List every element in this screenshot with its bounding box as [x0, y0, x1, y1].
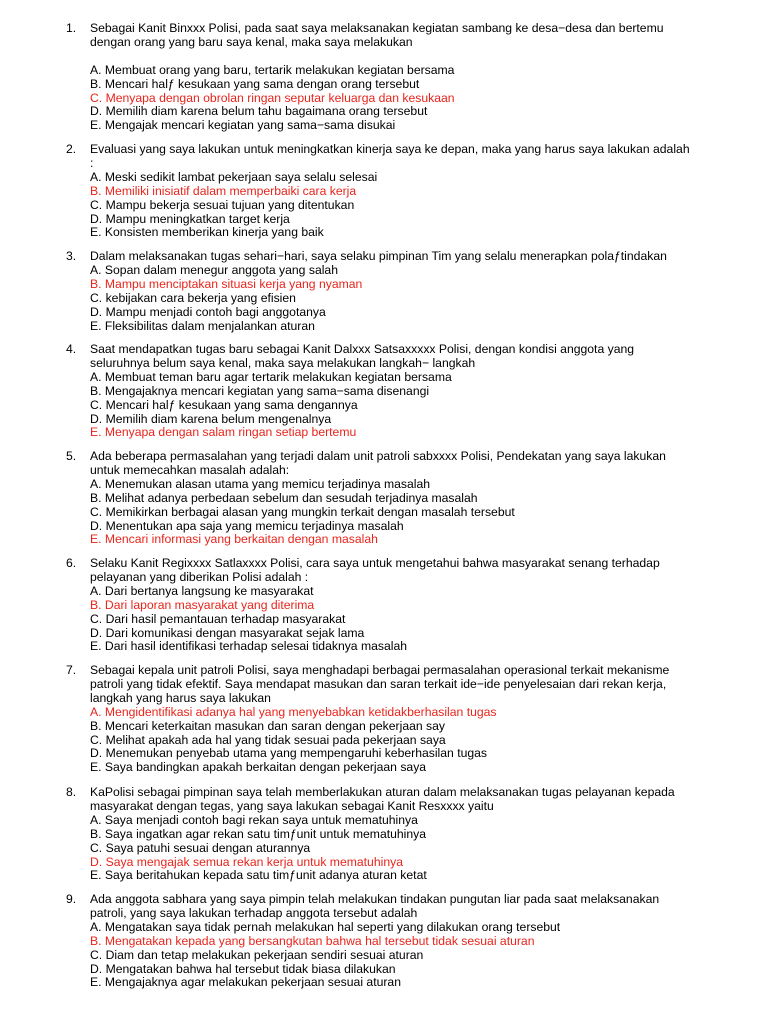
option-a-answer: A. Mengidentifikasi adanya hal yang menyebabkan ketidakberhasilan tugas	[90, 704, 497, 719]
option-a: A. Meski sedikit lambat pekerjaan saya selalu selesai	[90, 169, 378, 184]
option-a: A. Membuat teman baru agar tertarik melakukan kegiatan bersama	[90, 369, 452, 384]
option-b-answer: B. Memiliki inisiatif dalam memperbaiki cara kerja	[90, 183, 357, 198]
option-e: E. Saya bandingkan apakah berkaitan dengan pekerjaan saya	[90, 760, 427, 775]
option-d: D. Mampu meningkatkan target kerja	[90, 211, 290, 226]
option-d: D. Memilih diam karena belum tahu bagaimana orang tersebut	[90, 104, 428, 119]
question-number: 8.	[66, 785, 77, 799]
option-b: B. Saya ingatkan agar rekan satu timƒunit untuk mematuhinya	[90, 826, 427, 841]
question-number: 9.	[66, 892, 77, 906]
option-e: E. Mengajaknya agar melakukan pekerjaan sesuai aturan	[90, 975, 401, 990]
option-e: E. Konsisten memberikan kinerja yang baik	[90, 225, 324, 240]
option-d: D. Menemukan penyebab utama yang mempengaruhi keberhasilan tugas	[90, 746, 488, 761]
option-e: E. Mengajak mencari kegiatan yang sama−sama disukai	[90, 118, 396, 133]
option-e: E. Saya beritahukan kepada satu timƒunit adanya aturan ketat	[90, 868, 427, 883]
option-list	[90, 478, 690, 548]
option-b: B. Mengajaknya mencari kegiatan yang sama−sama disenangi	[90, 383, 430, 398]
option-c: C. Memikirkan berbagai alasan yang mungkin terkait dengan masalah tersebut	[90, 504, 515, 519]
option-c: C. kebijakan cara bekerja yang efisien	[90, 290, 296, 305]
option-c: C. Dari hasil pemantauan terhadap masyarakat	[90, 611, 346, 626]
question-text: Ada anggota sabhara yang saya pimpin telah melakukan tindakan pungutan liar pada saat melaksanakan patroli, yang saya lakukan terhadap anggota tersebut adalah	[90, 892, 660, 920]
question-text: Selaku Kanit Regixxxx Satlaxxxx Polisi, cara saya untuk mengetahui bahwa masyarakat senang terhadap pelayanan yang diberikan Polisi adalah :	[90, 556, 660, 584]
option-d: D. Menentukan apa saja yang memicu terjadinya masalah	[90, 518, 404, 533]
option-c: C. Diam dan tetap melakukan pekerjaan sendiri sesuai aturan	[90, 947, 424, 962]
option-a: A. Membuat orang yang baru, tertarik melakukan kegiatan bersama	[90, 62, 455, 77]
option-a: A. Saya menjadi contoh bagi rekan saya untuk mematuhinya	[90, 812, 418, 827]
question-text: KaPolisi sebagai pimpinan saya telah memberlakukan aturan dalam melaksanakan tugas pelayanan kepada masyarakat dengan tegas, yang saya lakukan sebagai Kanit Resxxxx yaitu	[90, 785, 675, 813]
question-text: Sebagai kepala unit patroli Polisi, saya menghadapi berbagai permasalahan operasional terkait mekanisme patroli yang tidak efektif. Saya mendapat masukan dan saran terkait ide−ide penyelesaian dari rekan kerja, langkah yang harus saya lakukan	[90, 663, 670, 705]
option-b: B. Melihat adanya perbedaan sebelum dan sesudah terjadinya masalah	[90, 490, 478, 505]
question-text: Ada beberapa permasalahan yang terjadi dalam unit patroli sabxxxx Polisi, Pendekatan yang saya lakukan untuk memecahkan masalah adalah:	[90, 449, 666, 477]
question-number: 7.	[66, 663, 77, 677]
option-c-answer: C. Menyapa dengan obrolan ringan seputar keluarga dan kesukaan	[90, 90, 455, 105]
option-list	[90, 814, 690, 884]
option-c: C. Mampu bekerja sesuai tujuan yang ditentukan	[90, 197, 355, 212]
option-e-answer: E. Menyapa dengan salam ringan setiap bertemu	[90, 425, 357, 440]
option-a: A. Sopan dalam menegur anggota yang salah	[90, 262, 338, 277]
option-c: C. Mencari halƒ kesukaan yang sama dengannya	[90, 397, 358, 412]
option-b: B. Mencari keterkaitan masukan dan saran dengan pekerjaan say	[90, 718, 446, 733]
option-e: E. Fleksibilitas dalam menjalankan aturan	[90, 318, 315, 333]
option-list	[90, 264, 690, 334]
question-text: Evaluasi yang saya lakukan untuk meningkatkan kinerja saya ke depan, maka yang harus saya lakukan adalah :	[90, 142, 690, 170]
option-d: D. Mampu menjadi contoh bagi anggotanya	[90, 304, 326, 319]
option-d-answer: D. Saya mengajak semua rekan kerja untuk mematuhinya	[90, 854, 403, 869]
question-text: Saat mendapatkan tugas baru sebagai Kanit Dalxxx Satsaxxxxx Polisi, dengan kondisi anggota yang seluruhnya belum saya kenal, maka saya melakukan langkah− langkah	[90, 342, 635, 370]
question-number: 5.	[66, 449, 77, 463]
option-list	[90, 921, 690, 991]
option-a: A. Dari bertanya langsung ke masyarakat	[90, 583, 314, 598]
question-number: 4.	[66, 342, 77, 356]
option-list	[90, 64, 690, 134]
option-list	[90, 171, 690, 241]
option-list	[90, 371, 690, 441]
option-list	[90, 585, 690, 655]
question-text: Sebagai Kanit Binxxx Polisi, pada saat saya melaksanakan kegiatan sambang ke desa−desa dan bertemu dengan orang yang baru saya kenal, maka saya melakukan	[90, 21, 664, 49]
option-b-answer: B. Dari laporan masyarakat yang diterima	[90, 597, 315, 612]
option-e-answer: E. Mencari informasi yang berkaitan dengan masalah	[90, 532, 378, 547]
option-b-answer: B. Mengatakan kepada yang bersangkutan bahwa hal tersebut tidak sesuai aturan	[90, 933, 535, 948]
option-a: A. Mengatakan saya tidak pernah melakukan hal seperti yang dilakukan orang tersebut	[90, 919, 561, 934]
question-number: 3.	[66, 249, 77, 263]
option-list	[90, 706, 690, 776]
question-number: 6.	[66, 556, 77, 570]
option-c: C. Saya patuhi sesuai dengan aturannya	[90, 840, 311, 855]
question-number: 1.	[66, 21, 77, 35]
option-d: D. Mengatakan bahwa hal tersebut tidak biasa dilakukan	[90, 961, 396, 976]
option-c: C. Melihat apakah ada hal yang tidak sesuai pada pekerjaan saya	[90, 732, 446, 747]
option-d: D. Memilih diam karena belum mengenalnya	[90, 411, 332, 426]
option-b-answer: B. Mampu menciptakan situasi kerja yang nyaman	[90, 276, 363, 291]
option-d: D. Dari komunikasi dengan masyarakat sejak lama	[90, 625, 365, 640]
option-b: B. Mencari halƒ kesukaan yang sama dengan orang tersebut	[90, 76, 420, 91]
option-e: E. Dari hasil identifikasi terhadap selesai tidaknya masalah	[90, 639, 408, 654]
option-a: A. Menemukan alasan utama yang memicu terjadinya masalah	[90, 476, 431, 491]
question-text: Dalam melaksanakan tugas sehari−hari, saya selaku pimpinan Tim yang selalu menerapkan polaƒtindakan	[90, 249, 667, 263]
question-number: 2.	[66, 142, 77, 156]
